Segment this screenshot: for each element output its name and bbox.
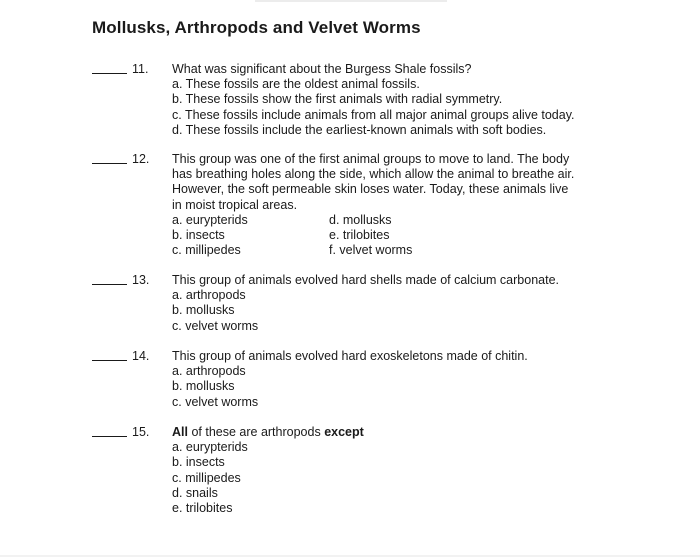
answer-option: b. mollusks (172, 379, 235, 394)
question-stem: What was significant about the Burgess Shale fossils? (172, 62, 472, 76)
answer-blank-11[interactable] (92, 62, 127, 74)
question-stem-line: This group was one of the first animal groups to move to land. The body (172, 152, 570, 166)
answer-option: b. mollusks (172, 303, 235, 318)
answer-blank-14[interactable] (92, 349, 127, 361)
answer-option: d. mollusks (329, 212, 392, 227)
question-number: 13. (132, 273, 150, 287)
answer-blank-15[interactable] (92, 425, 127, 437)
question-number: 11. (132, 62, 149, 76)
answer-option: e. trilobites (329, 228, 390, 243)
question-body (172, 425, 612, 516)
options-right-column (329, 213, 412, 259)
emphasis-except: except (324, 425, 364, 439)
page-title: Mollusks, Arthropods and Velvet Worms (92, 18, 421, 37)
answer-option: c. velvet worms (172, 318, 259, 333)
options-two-column (172, 213, 612, 259)
answer-option: a. arthropods (172, 288, 246, 303)
question-number: 14. (132, 349, 150, 363)
answer-option: c. These fossils include animals from all major animal groups alive today. (172, 107, 575, 122)
question-number: 15. (132, 425, 150, 439)
question-stem: This group of animals evolved hard exoskeletons made of chitin. (172, 349, 528, 363)
question-stem: This group of animals evolved hard shells made of calcium carbonate. (172, 273, 560, 287)
answer-option: f. velvet worms (329, 243, 413, 258)
question-body (172, 152, 612, 259)
question-body (172, 349, 612, 410)
answer-option: d. These fossils include the earliest-known animals with soft bodies. (172, 122, 547, 137)
stem-middle-text: of these are arthropods (187, 425, 325, 439)
emphasis-all: All (172, 425, 188, 439)
answer-option: a. eurypterids (172, 440, 248, 455)
answer-blank-12[interactable] (92, 152, 127, 164)
question-stem-line: However, the soft permeable skin loses water. Today, these animals live (172, 182, 569, 197)
answer-option: a. These fossils are the oldest animal fossils. (172, 77, 420, 92)
answer-option: b. These fossils show the first animals with radial symmetry. (172, 92, 503, 107)
answer-option: b. insects (172, 455, 225, 470)
answer-option: b. insects (172, 228, 225, 243)
question-body (172, 62, 612, 138)
top-edge-strip (255, 0, 447, 2)
answer-option: a. eurypterids (172, 212, 248, 227)
answer-option: e. trilobites (172, 501, 233, 516)
question-stem (172, 425, 612, 440)
answer-option: d. snails (172, 485, 218, 500)
options-left-column (172, 213, 248, 259)
question-number: 12. (132, 152, 150, 166)
answer-blank-13[interactable] (92, 273, 127, 285)
answer-option: a. arthropods (172, 364, 246, 379)
answer-option: c. millipedes (172, 243, 241, 258)
question-body (172, 273, 612, 334)
question-stem-line: has breathing holes along the side, which allow the animal to breathe air. (172, 167, 575, 182)
answer-option: c. millipedes (172, 470, 241, 485)
answer-option: c. velvet worms (172, 394, 259, 409)
question-stem-line: in moist tropical areas. (172, 197, 298, 212)
